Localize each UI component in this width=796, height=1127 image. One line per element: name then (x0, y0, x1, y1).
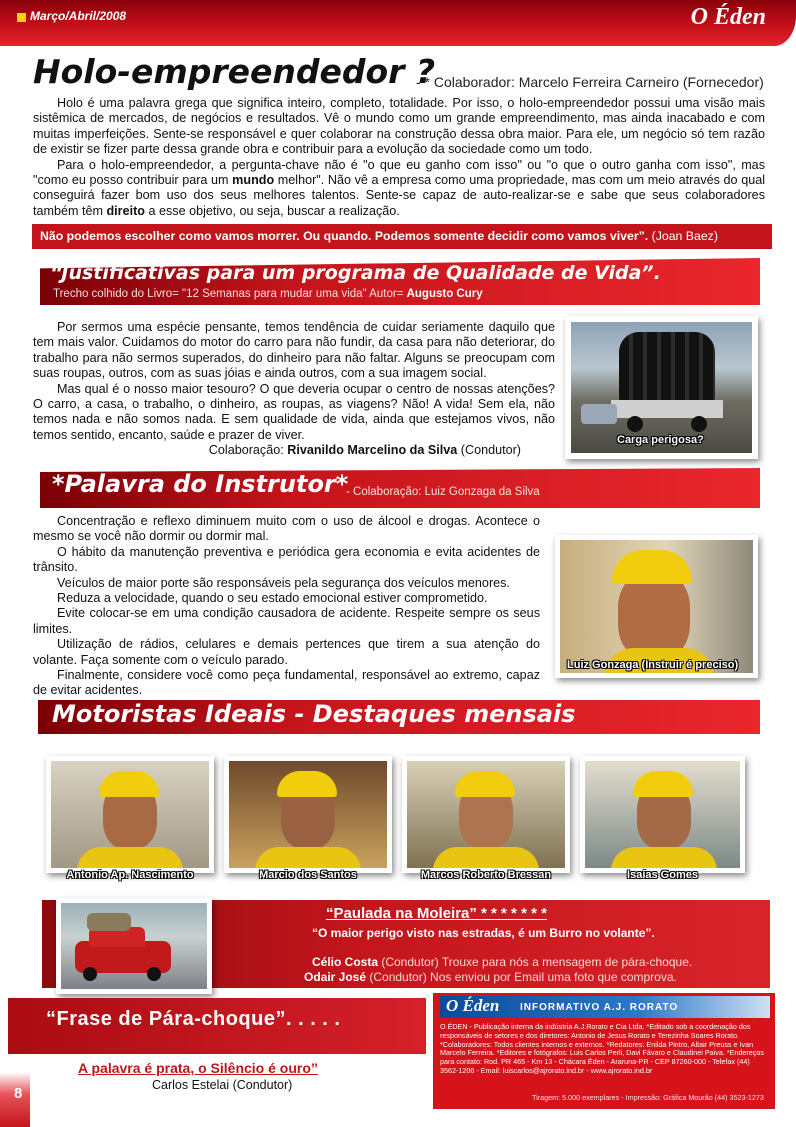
quote-text: Não podemos escolher como vamos morrer. Ou quando. Podemos somente decidir como vamos viver”. (Joan Baez) (40, 229, 718, 243)
paulada-line: Célio Costa (Condutor) Trouxe para nós a mensagem de pára-choque. (312, 955, 693, 969)
driver-photo-frame (402, 756, 570, 873)
issue-date: Março/Abril/2008 (30, 9, 127, 23)
brand-logo: O Éden (690, 4, 766, 30)
article2-paragraph: Mas qual é o nosso maior tesouro? O que deveria ocupar o centro de nossas atenções? O carro, a casa, o trabalho, o dinheiro, as roupas, as viagens? Não! A vida! Sem ela, não temos nada e não somos nada. E sem qualidade de vida, ainda que estejamos vivos, não temos sentido, encanto, saúde e prazer de viver. (33, 381, 555, 442)
quote-author: (Joan Baez) (651, 229, 718, 243)
footer-credits: O ÉDEN - Publicação interna da indústria A.J.Rorato e Cia Ltda. *Editado sob a coordenação dos responsáveis de setores e dos diretores: Antonio de Jesus Rorato e Terezinha Soares Rorato. *Colaboradores: Todos clientes internos e externos. *Redatores: Enilda Pintro, Altair Preuss e Ivan Marcelo Ferreira. *Editores e fotógrafos: Luis Carlos Perli, Davi Fávaro e Claudinei Paiva. *Endereços para contato: Rod. PR 465 - Km 13 - Chácara Éden - Araruna-PR - CEP 87260-000 - Telefax (44) 3562-1206 - Email: luiscarlos@ajrorato.ind.br - www.ajrorato.ind.br (440, 1022, 764, 1075)
article3-byline: - Colaboração: Luiz Gonzaga da Silva (346, 486, 540, 498)
driver-photo (51, 761, 209, 868)
footer-print: Tiragem: 5.000 exemplares - Impressão: Gráfica Mourão (44) 3523-1273 (532, 1093, 764, 1102)
article2-body (33, 320, 555, 459)
driver-photo (229, 761, 387, 868)
article3-paragraph: Concentração e reflexo diminuem muito com o uso de álcool e drogas. Acontece o mesmo se você não dormir ou dormir mal. (33, 514, 540, 544)
driver-name: Antonio Ap. Nascimento (66, 869, 194, 881)
driver-photo-frame (224, 756, 392, 873)
photo-frame (565, 316, 758, 459)
drivers-title: Motoristas Ideais - Destaques mensais (52, 700, 576, 728)
photo-frame (555, 535, 758, 678)
photo-frame (56, 898, 212, 994)
article1-title: Holo-empreendedor ? (33, 52, 436, 91)
article3-paragraph: O hábito da manutenção preventiva e periódica gera economia e evita acidentes de trânsito. (33, 544, 540, 575)
instructor-photo (560, 540, 753, 673)
driver-name: Marcio dos Santos (259, 869, 357, 881)
article2-title: “Justificativas para um programa de Qualidade de Vida”. (50, 262, 661, 284)
paulada-line: Odair José (Condutor) Nos enviou por Email uma foto que comprova. (304, 970, 677, 984)
frase-author: Carlos Estelai (Condutor) (152, 1078, 293, 1092)
photo-caption: Luiz Gonzaga (Instruir é preciso) (567, 659, 739, 671)
driver-photo-frame (580, 756, 745, 873)
article3-paragraph: Finalmente, considere você como peça fundamental, responsável ao extremo, capaz de evitar acidentes. (33, 668, 540, 698)
driver-name: Marcos Roberto Bressan (420, 869, 552, 881)
article3-paragraph: Reduza a velocidade, quando o seu estado emocional estiver comprometido. (57, 591, 488, 606)
article3-body (33, 514, 540, 699)
article1-paragraph: Holo é uma palavra grega que significa inteiro, completo, totalidade. Por isso, o holo-empreendedor possui uma visão mais sistêmica de mercados, de negócios e resultados. Vê o mundo como um grande empreendimento, mas ainda inacabado e com muitas imperfeições. Sente-se responsável e quer colaborar na construção dessa obra maior. Para ele, um negócio só tem razão de existir se fizer parte dessa grande obra e contribuir para a evolução da sociedade como um todo. (33, 96, 765, 157)
footer-tagline: INFORMATIVO A.J. RORATO (520, 1002, 679, 1013)
frase-title: “Frase de Pára-choque”. . . . . (46, 1008, 341, 1030)
article2-credit: Colaboração: Rivanildo Marcelino da Silva (Condutor) (208, 443, 521, 458)
article3-paragraph: Evite colocar-se em uma condição causadora de acidente. Respeite sempre os seus limites. (33, 606, 540, 636)
driver-photo (585, 761, 740, 868)
footer-brand: O Éden (446, 996, 500, 1015)
page-number: 8 (14, 1085, 23, 1102)
paulada-title: “Paulada na Moleira” * * * * * * * (326, 905, 547, 922)
article1-paragraph: Para o holo-empreendedor, a pergunta-chave não é "o que eu ganho com isso" ou "o que o outro ganha com isso", mas "como eu posso contribuir para um mundo melhor". Não vê a empresa como uma propriedade, mas com um meio através do qual conseguirá fazer bom uso dos seus melhores talentos. Sente-se capaz de auto-realizar-se e sabe que seus colaboradores também têm direito a esse objetivo, ou seja, buscar a realização. (33, 157, 765, 218)
article1-byline: - * Colaborador: Marcelo Ferreira Carneiro (Fornecedor) (416, 74, 764, 90)
article3-title: *Palavra do Instrutor* (52, 470, 349, 498)
article2-source: Trecho colhido do Livro= "12 Semanas para mudar uma vida" Autor= Augusto Cury (53, 288, 483, 300)
header-bar (0, 0, 796, 46)
driver-photo-frame (46, 756, 214, 873)
photo-caption: Carga perigosa? (617, 434, 704, 446)
frase-quote: A palavra é prata, o Silêncio é ouro” (78, 1060, 318, 1076)
red-car-photo (61, 903, 207, 989)
article2-paragraph: Por sermos uma espécie pensante, temos tendência de cuidar seriamente daquilo que tem mais valor. Cuidamos do motor do carro para não fundir, da casa para não deteriorar, do trabalho para não sermos superados, do dinheiro para não faltar. Alguns se preocupam com suas roupas, outros, com as suas jóias e ainda outros, com a sua imagem social. (33, 320, 555, 381)
article3-paragraph: Veículos de maior porte são responsáveis pela segurança dos veículos menores. (57, 575, 510, 590)
article1-body (33, 96, 765, 219)
article3-paragraph: Utilização de rádios, celulares e demais pertences que tirem a sua atenção do volante. Faça somente com o veículo parado. (33, 637, 540, 667)
driver-name: Isaías Gomes (627, 869, 698, 881)
driver-photo (407, 761, 565, 868)
bullet-square-icon (17, 13, 26, 22)
paulada-subtitle: “O maior perigo visto nas estradas, é um Burro no volante”. (312, 926, 655, 940)
